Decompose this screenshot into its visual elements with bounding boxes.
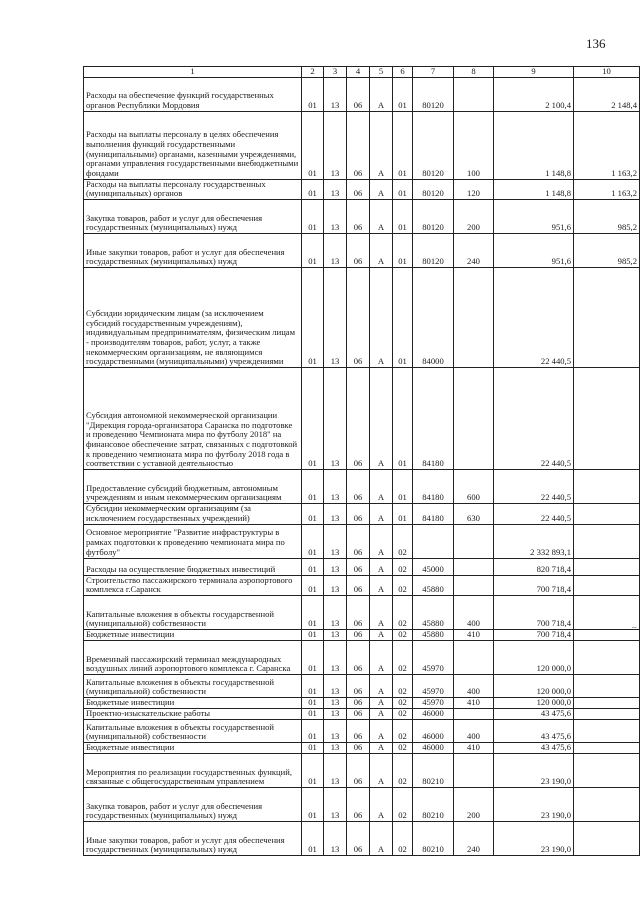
table-row	[84, 629, 640, 640]
row-value-cell-c10	[574, 629, 640, 640]
row-value-cell-c5: А	[370, 179, 393, 199]
row-value-cell-c9: 120 000,0	[494, 697, 574, 708]
row-value-cell-c5: А	[370, 708, 393, 719]
row-value-cell-c10	[574, 821, 640, 855]
row-value-cell-c6: 02	[393, 595, 413, 629]
row-value-cell-c8: 410	[454, 629, 494, 640]
row-value-cell-c9: 700 718,4	[494, 595, 574, 629]
row-value-cell-c6: 01	[393, 77, 413, 111]
table-row	[84, 674, 640, 697]
row-value-cell-c9: 120 000,0	[494, 674, 574, 697]
row-value-cell-c8	[454, 753, 494, 787]
table-row	[84, 821, 640, 855]
row-value-cell-c7: 80120	[413, 111, 454, 179]
row-name-cell: Бюджетные инвестиции	[84, 629, 302, 640]
row-name-cell: Иные закупки товаров, работ и услуг для обеспечения государственных (муниципальных) нужд	[84, 821, 302, 855]
row-value-cell-c7: 46000	[413, 742, 454, 753]
row-name-cell: Иные закупки товаров, работ и услуг для обеспечения государственных (муниципальных) нужд	[84, 234, 302, 268]
row-value-cell-c10	[574, 640, 640, 674]
row-value-cell-c5: А	[370, 368, 393, 470]
row-value-cell-c6: 01	[393, 179, 413, 199]
row-value-cell-c3: 13	[324, 558, 347, 575]
row-value-cell-c5: А	[370, 504, 393, 524]
row-value-cell-c8: 600	[454, 470, 494, 504]
table-row	[84, 753, 640, 787]
row-value-cell-c2: 01	[302, 753, 324, 787]
row-value-cell-c5: А	[370, 268, 393, 368]
row-value-cell-c7: 80210	[413, 821, 454, 855]
column-header: 10	[574, 67, 640, 78]
row-value-cell-c5: А	[370, 524, 393, 558]
row-value-cell-c2: 01	[302, 200, 324, 234]
row-value-cell-c9: 23 190,0	[494, 821, 574, 855]
row-value-cell-c10	[574, 719, 640, 742]
row-value-cell-c6: 02	[393, 753, 413, 787]
row-value-cell-c8: 240	[454, 234, 494, 268]
row-name-cell: Предоставление субсидий бюджетным, автономным учреждениям и иным некоммерческим организациям	[84, 470, 302, 504]
row-value-cell-c10	[574, 674, 640, 697]
row-value-cell-c2: 01	[302, 368, 324, 470]
row-value-cell-c9: 2 332 893,1	[494, 524, 574, 558]
row-value-cell-c10: 1 163,2	[574, 179, 640, 199]
row-value-cell-c8	[454, 368, 494, 470]
row-value-cell-c3: 13	[324, 470, 347, 504]
row-value-cell-c2: 01	[302, 719, 324, 742]
row-value-cell-c10	[574, 575, 640, 595]
row-value-cell-c7: 46000	[413, 719, 454, 742]
row-name-cell: Расходы на осуществление бюджетных инвестиций	[84, 558, 302, 575]
row-value-cell-c3: 13	[324, 77, 347, 111]
row-value-cell-c2: 01	[302, 787, 324, 821]
row-value-cell-c5: А	[370, 640, 393, 674]
row-value-cell-c2: 01	[302, 234, 324, 268]
row-value-cell-c9: 2 100,4	[494, 77, 574, 111]
row-value-cell-c4: 06	[347, 821, 370, 855]
table-row	[84, 368, 640, 470]
row-value-cell-c9: 23 190,0	[494, 753, 574, 787]
row-value-cell-c7: 45880	[413, 629, 454, 640]
row-value-cell-c8: 410	[454, 742, 494, 753]
table-row	[84, 787, 640, 821]
table-header-row	[84, 67, 640, 78]
row-value-cell-c3: 13	[324, 200, 347, 234]
row-value-cell-c8	[454, 524, 494, 558]
row-value-cell-c5: А	[370, 753, 393, 787]
row-value-cell-c8: 410	[454, 697, 494, 708]
row-name-cell: Мероприятия по реализации государственных функций, связанные с общегосударственным управлением	[84, 753, 302, 787]
row-value-cell-c6: 02	[393, 742, 413, 753]
row-value-cell-c7: 80210	[413, 787, 454, 821]
row-value-cell-c8: 400	[454, 674, 494, 697]
row-value-cell-c6: 01	[393, 470, 413, 504]
row-value-cell-c8	[454, 640, 494, 674]
row-value-cell-c3: 13	[324, 821, 347, 855]
row-value-cell-c2: 01	[302, 697, 324, 708]
row-value-cell-c10	[574, 787, 640, 821]
row-value-cell-c5: А	[370, 629, 393, 640]
row-value-cell-c10	[574, 558, 640, 575]
row-value-cell-c10	[574, 524, 640, 558]
row-name-cell: Закупка товаров, работ и услуг для обеспечения государственных (муниципальных) нужд	[84, 787, 302, 821]
row-value-cell-c5: А	[370, 787, 393, 821]
row-value-cell-c3: 13	[324, 268, 347, 368]
page-number: 136	[586, 36, 606, 51]
row-value-cell-c4: 06	[347, 558, 370, 575]
row-value-cell-c6: 01	[393, 234, 413, 268]
table-row	[84, 719, 640, 742]
row-value-cell-c9: 43 475,6	[494, 742, 574, 753]
row-name-cell: Основное мероприятие "Развитие инфраструктуры в рамках подготовки к проведению чемпионата мира по футболу"	[84, 524, 302, 558]
row-value-cell-c7: 80210	[413, 753, 454, 787]
row-value-cell-c10	[574, 697, 640, 708]
row-value-cell-c9: 43 475,6	[494, 708, 574, 719]
row-value-cell-c4: 06	[347, 111, 370, 179]
row-value-cell-c6: 02	[393, 719, 413, 742]
row-value-cell-c6: 02	[393, 558, 413, 575]
row-value-cell-c5: А	[370, 719, 393, 742]
table-row	[84, 558, 640, 575]
row-value-cell-c6: 02	[393, 674, 413, 697]
row-value-cell-c5: А	[370, 558, 393, 575]
row-value-cell-c10	[574, 470, 640, 504]
row-value-cell-c4: 06	[347, 179, 370, 199]
row-value-cell-c4: 06	[347, 595, 370, 629]
row-value-cell-c3: 13	[324, 179, 347, 199]
row-value-cell-c7: 45880	[413, 595, 454, 629]
row-value-cell-c7: 84180	[413, 368, 454, 470]
row-value-cell-c6: 02	[393, 821, 413, 855]
row-value-cell-c4: 06	[347, 708, 370, 719]
row-value-cell-c3: 13	[324, 575, 347, 595]
row-value-cell-c4: 06	[347, 787, 370, 821]
row-value-cell-c9: 22 440,5	[494, 368, 574, 470]
row-value-cell-c3: 13	[324, 742, 347, 753]
row-value-cell-c10: 1 163,2	[574, 111, 640, 179]
column-header: 9	[494, 67, 574, 78]
row-value-cell-c4: 06	[347, 575, 370, 595]
row-name-cell: Капитальные вложения в объекты государственной (муниципальной) собственности	[84, 595, 302, 629]
table-row	[84, 200, 640, 234]
row-value-cell-c6: 01	[393, 111, 413, 179]
row-value-cell-c5: А	[370, 200, 393, 234]
row-name-cell: Закупка товаров, работ и услуг для обеспечения государственных (муниципальных) нужд	[84, 200, 302, 234]
budget-table	[83, 66, 640, 856]
row-value-cell-c3: 13	[324, 111, 347, 179]
row-value-cell-c8	[454, 268, 494, 368]
row-value-cell-c7: 45970	[413, 674, 454, 697]
table-row	[84, 524, 640, 558]
column-header: 7	[413, 67, 454, 78]
row-value-cell-c4: 06	[347, 368, 370, 470]
row-value-cell-c6: 01	[393, 200, 413, 234]
row-value-cell-c4: 06	[347, 524, 370, 558]
row-value-cell-c2: 01	[302, 504, 324, 524]
row-value-cell-c5: А	[370, 742, 393, 753]
row-value-cell-c10	[574, 742, 640, 753]
row-value-cell-c4: 06	[347, 742, 370, 753]
row-value-cell-c4: 06	[347, 504, 370, 524]
row-value-cell-c8: 240	[454, 821, 494, 855]
table-row	[84, 234, 640, 268]
row-value-cell-c2: 01	[302, 575, 324, 595]
row-value-cell-c5: А	[370, 821, 393, 855]
row-value-cell-c3: 13	[324, 697, 347, 708]
row-value-cell-c9: 700 718,4	[494, 629, 574, 640]
row-value-cell-c8: 200	[454, 787, 494, 821]
row-value-cell-c2: 01	[302, 77, 324, 111]
row-value-cell-c2: 01	[302, 558, 324, 575]
row-value-cell-c2: 01	[302, 674, 324, 697]
row-value-cell-c7: 84180	[413, 504, 454, 524]
row-name-cell: Проектно-изыскательские работы	[84, 708, 302, 719]
row-value-cell-c9: 22 440,5	[494, 504, 574, 524]
row-value-cell-c9: 22 440,5	[494, 268, 574, 368]
row-value-cell-c3: 13	[324, 368, 347, 470]
row-value-cell-c3: 13	[324, 753, 347, 787]
row-value-cell-c2: 01	[302, 179, 324, 199]
row-value-cell-c10	[574, 595, 640, 629]
row-value-cell-c10	[574, 708, 640, 719]
row-value-cell-c3: 13	[324, 524, 347, 558]
table-row	[84, 470, 640, 504]
row-value-cell-c9: 1 148,8	[494, 179, 574, 199]
row-value-cell-c9: 43 475,6	[494, 719, 574, 742]
row-value-cell-c7: 45000	[413, 558, 454, 575]
row-value-cell-c3: 13	[324, 504, 347, 524]
column-header: 3	[324, 67, 347, 78]
column-header: 5	[370, 67, 393, 78]
row-value-cell-c10	[574, 368, 640, 470]
table-row	[84, 268, 640, 368]
table-row	[84, 111, 640, 179]
row-value-cell-c9: 700 718,4	[494, 575, 574, 595]
row-name-cell: Расходы на обеспечение функций государственных органов Республики Мордовия	[84, 77, 302, 111]
row-value-cell-c5: А	[370, 674, 393, 697]
row-value-cell-c10	[574, 268, 640, 368]
row-value-cell-c2: 01	[302, 268, 324, 368]
row-value-cell-c2: 01	[302, 524, 324, 558]
row-value-cell-c9: 22 440,5	[494, 470, 574, 504]
table-row	[84, 697, 640, 708]
row-value-cell-c7: 45970	[413, 640, 454, 674]
row-value-cell-c6: 02	[393, 640, 413, 674]
table-row	[84, 708, 640, 719]
row-value-cell-c7: 45970	[413, 697, 454, 708]
row-value-cell-c4: 06	[347, 719, 370, 742]
row-value-cell-c8: 630	[454, 504, 494, 524]
row-value-cell-c6: 01	[393, 368, 413, 470]
column-header: 1	[84, 67, 302, 78]
row-value-cell-c3: 13	[324, 708, 347, 719]
row-value-cell-c8: 200	[454, 200, 494, 234]
row-value-cell-c9: 23 190,0	[494, 787, 574, 821]
row-value-cell-c4: 06	[347, 753, 370, 787]
row-value-cell-c2: 01	[302, 629, 324, 640]
row-value-cell-c7	[413, 524, 454, 558]
row-value-cell-c3: 13	[324, 674, 347, 697]
row-value-cell-c3: 13	[324, 640, 347, 674]
row-value-cell-c6: 01	[393, 268, 413, 368]
row-value-cell-c5: А	[370, 595, 393, 629]
row-value-cell-c6: 02	[393, 697, 413, 708]
row-value-cell-c5: А	[370, 111, 393, 179]
row-value-cell-c8	[454, 575, 494, 595]
row-value-cell-c10	[574, 504, 640, 524]
row-value-cell-c4: 06	[347, 640, 370, 674]
row-value-cell-c10: 985,2	[574, 200, 640, 234]
table-row	[84, 179, 640, 199]
row-name-cell: Строительство пассажирского терминала аэропортового комплекса г.Саранск	[84, 575, 302, 595]
margin-dash-mark: –	[632, 622, 637, 632]
table-row	[84, 595, 640, 629]
row-name-cell: Бюджетные инвестиции	[84, 742, 302, 753]
row-value-cell-c7: 45880	[413, 575, 454, 595]
row-value-cell-c5: А	[370, 575, 393, 595]
row-value-cell-c6: 02	[393, 524, 413, 558]
row-name-cell: Субсидии некоммерческим организациям (за исключением государственных учреждений)	[84, 504, 302, 524]
row-value-cell-c9: 820 718,4	[494, 558, 574, 575]
row-value-cell-c3: 13	[324, 234, 347, 268]
column-header: 6	[393, 67, 413, 78]
row-value-cell-c6: 01	[393, 504, 413, 524]
row-value-cell-c9: 120 000,0	[494, 640, 574, 674]
row-value-cell-c4: 06	[347, 697, 370, 708]
row-value-cell-c7: 46000	[413, 708, 454, 719]
table-row	[84, 742, 640, 753]
row-value-cell-c7: 84180	[413, 470, 454, 504]
row-value-cell-c2: 01	[302, 742, 324, 753]
row-name-cell: Капитальные вложения в объекты государственной (муниципальной) собственности	[84, 674, 302, 697]
row-value-cell-c5: А	[370, 77, 393, 111]
row-value-cell-c4: 06	[347, 629, 370, 640]
row-value-cell-c3: 13	[324, 595, 347, 629]
row-value-cell-c8: 100	[454, 111, 494, 179]
row-value-cell-c10	[574, 753, 640, 787]
row-value-cell-c4: 06	[347, 234, 370, 268]
row-value-cell-c10: 985,2	[574, 234, 640, 268]
row-value-cell-c3: 13	[324, 719, 347, 742]
row-value-cell-c3: 13	[324, 787, 347, 821]
row-value-cell-c6: 02	[393, 575, 413, 595]
table-row	[84, 575, 640, 595]
row-value-cell-c7: 84000	[413, 268, 454, 368]
row-value-cell-c3: 13	[324, 629, 347, 640]
row-value-cell-c8: 120	[454, 179, 494, 199]
row-value-cell-c9: 951,6	[494, 200, 574, 234]
row-name-cell: Расходы на выплаты персоналу в целях обеспечения выполнения функций государственными (муниципальными) органами, казенными учреждениями, органами управления государственными внебюджетными фондами	[84, 111, 302, 179]
row-value-cell-c5: А	[370, 234, 393, 268]
row-value-cell-c2: 01	[302, 708, 324, 719]
row-name-cell: Расходы на выплаты персоналу государственных (муниципальных) органов	[84, 179, 302, 199]
row-value-cell-c5: А	[370, 697, 393, 708]
row-value-cell-c4: 06	[347, 77, 370, 111]
row-value-cell-c6: 02	[393, 708, 413, 719]
row-value-cell-c7: 80120	[413, 179, 454, 199]
table-row	[84, 77, 640, 111]
row-value-cell-c8: 400	[454, 595, 494, 629]
row-value-cell-c9: 1 148,8	[494, 111, 574, 179]
row-value-cell-c4: 06	[347, 200, 370, 234]
row-value-cell-c6: 02	[393, 787, 413, 821]
row-value-cell-c2: 01	[302, 640, 324, 674]
row-value-cell-c6: 02	[393, 629, 413, 640]
row-value-cell-c4: 06	[347, 470, 370, 504]
table-row	[84, 504, 640, 524]
column-header: 2	[302, 67, 324, 78]
column-header: 8	[454, 67, 494, 78]
row-value-cell-c7: 80120	[413, 77, 454, 111]
row-name-cell: Бюджетные инвестиции	[84, 697, 302, 708]
row-name-cell: Субсидия автономной некоммерческой организации "Дирекция города-организатора Саранска по подготовке и проведению Чемпионата мира по футболу 2018" на финансовое обеспечение затрат, связанных с подготовкой к проведению чемпионата мира по футболу 2018 года в соответствии с уставной деятельностью	[84, 368, 302, 470]
row-value-cell-c2: 01	[302, 470, 324, 504]
row-value-cell-c2: 01	[302, 595, 324, 629]
row-name-cell: Субсидии юридическим лицам (за исключением субсидий государственным учреждениям), индивидуальным предпринимателям, физическим лицам - производителям товаров, работ, услуг, а также некоммерческим организациям, не являющимся государственными (муниципальными) учреждениями	[84, 268, 302, 368]
row-name-cell: Капитальные вложения в объекты государственной (муниципальной) собственности	[84, 719, 302, 742]
row-value-cell-c2: 01	[302, 111, 324, 179]
row-value-cell-c8	[454, 558, 494, 575]
table-row	[84, 640, 640, 674]
row-value-cell-c8	[454, 77, 494, 111]
row-value-cell-c9: 951,6	[494, 234, 574, 268]
row-value-cell-c10: 2 148,4	[574, 77, 640, 111]
column-header: 4	[347, 67, 370, 78]
row-value-cell-c2: 01	[302, 821, 324, 855]
row-value-cell-c4: 06	[347, 268, 370, 368]
row-value-cell-c4: 06	[347, 674, 370, 697]
row-name-cell: Временный пассажирский терминал международных воздушных линий аэропортового комплекса г. Саранска	[84, 640, 302, 674]
row-value-cell-c5: А	[370, 470, 393, 504]
row-value-cell-c8: 400	[454, 719, 494, 742]
row-value-cell-c7: 80120	[413, 234, 454, 268]
row-value-cell-c7: 80120	[413, 200, 454, 234]
row-value-cell-c8	[454, 708, 494, 719]
